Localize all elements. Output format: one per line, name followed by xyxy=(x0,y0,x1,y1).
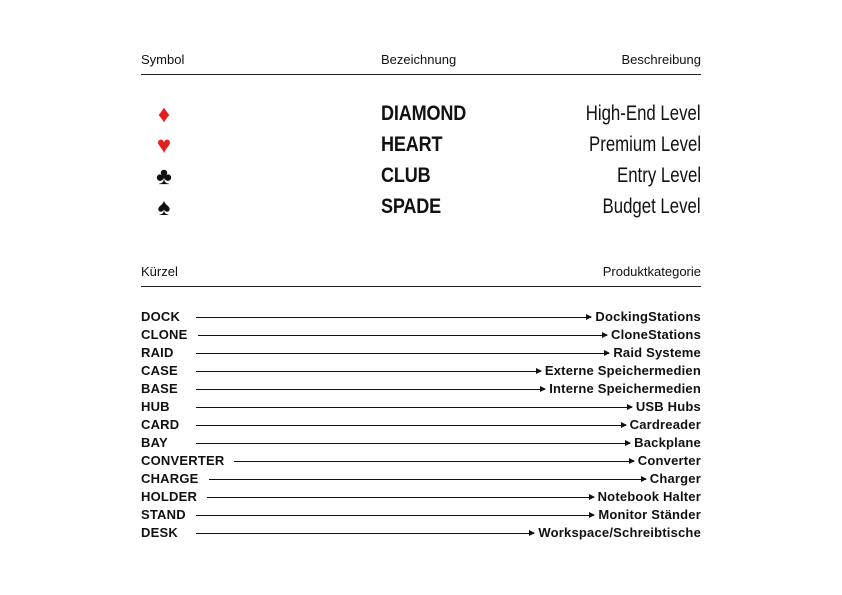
level-name: CLUB xyxy=(381,164,431,187)
mapping-code: CASE xyxy=(141,363,178,378)
mapping-code: RAID xyxy=(141,345,174,360)
header-bezeichnung: Bezeichnung xyxy=(381,52,457,67)
header-rule xyxy=(141,74,701,75)
header-beschreibung: Beschreibung xyxy=(621,52,701,67)
mapping-category: Externe Speichermedien xyxy=(544,363,701,378)
mapping-category: Monitor Ständer xyxy=(598,507,701,522)
mapping-category: CloneStations xyxy=(611,327,701,342)
header-symbol: Symbol xyxy=(141,52,185,67)
mapping-code: CONVERTER xyxy=(141,453,225,468)
header2-rule xyxy=(141,286,701,287)
mapping-code: CARD xyxy=(141,417,180,432)
mapping-code: HOLDER xyxy=(141,489,198,504)
mapping-category: Workspace/Schreibtische xyxy=(538,525,701,540)
mapping-category: Converter xyxy=(637,453,701,468)
mapping-arrow xyxy=(234,461,633,462)
diamond-icon: ♦ xyxy=(157,101,171,128)
header-kuerzel: Kürzel xyxy=(141,264,178,279)
mapping-arrow xyxy=(196,317,591,318)
level-description: Entry Level xyxy=(616,164,701,187)
mapping-arrow xyxy=(196,407,632,408)
level-name: HEART xyxy=(381,133,443,156)
mapping-code: HUB xyxy=(141,399,170,414)
level-description: Premium Level xyxy=(588,133,701,156)
mapping-arrow xyxy=(196,425,626,426)
mapping-arrow xyxy=(196,533,534,534)
mapping-category: DockingStations xyxy=(595,309,701,324)
mapping-category: Notebook Halter xyxy=(597,489,701,504)
mapping-arrow xyxy=(196,353,609,354)
mapping-code: BAY xyxy=(141,435,168,450)
mapping-code: CHARGE xyxy=(141,471,199,486)
level-description: Budget Level xyxy=(602,195,701,218)
mapping-category: Cardreader xyxy=(629,417,701,432)
mapping-arrow xyxy=(196,389,545,390)
mapping-category: USB Hubs xyxy=(635,399,701,414)
header-produktkategorie: Produktkategorie xyxy=(602,264,701,279)
mapping-category: Charger xyxy=(649,471,701,486)
mapping-code: DESK xyxy=(141,525,178,540)
mapping-code: DOCK xyxy=(141,309,181,324)
level-name: SPADE xyxy=(381,195,442,218)
mapping-code: STAND xyxy=(141,507,186,522)
mapping-category: Raid Systeme xyxy=(613,345,701,360)
level-name: DIAMOND xyxy=(381,102,467,125)
level-description: High-End Level xyxy=(586,102,701,125)
spade-icon: ♠ xyxy=(157,194,171,221)
mapping-arrow xyxy=(198,335,608,336)
mapping-arrow xyxy=(196,443,630,444)
mapping-category: Backplane xyxy=(634,435,701,450)
mapping-category: Interne Speichermedien xyxy=(549,381,701,396)
mapping-code: CLONE xyxy=(141,327,188,342)
mapping-arrow xyxy=(196,371,541,372)
mapping-arrow xyxy=(196,515,594,516)
mapping-arrow xyxy=(207,497,594,498)
mapping-arrow xyxy=(209,479,646,480)
heart-icon: ♥ xyxy=(156,132,172,159)
mapping-code: BASE xyxy=(141,381,178,396)
club-icon: ♣ xyxy=(156,163,172,190)
